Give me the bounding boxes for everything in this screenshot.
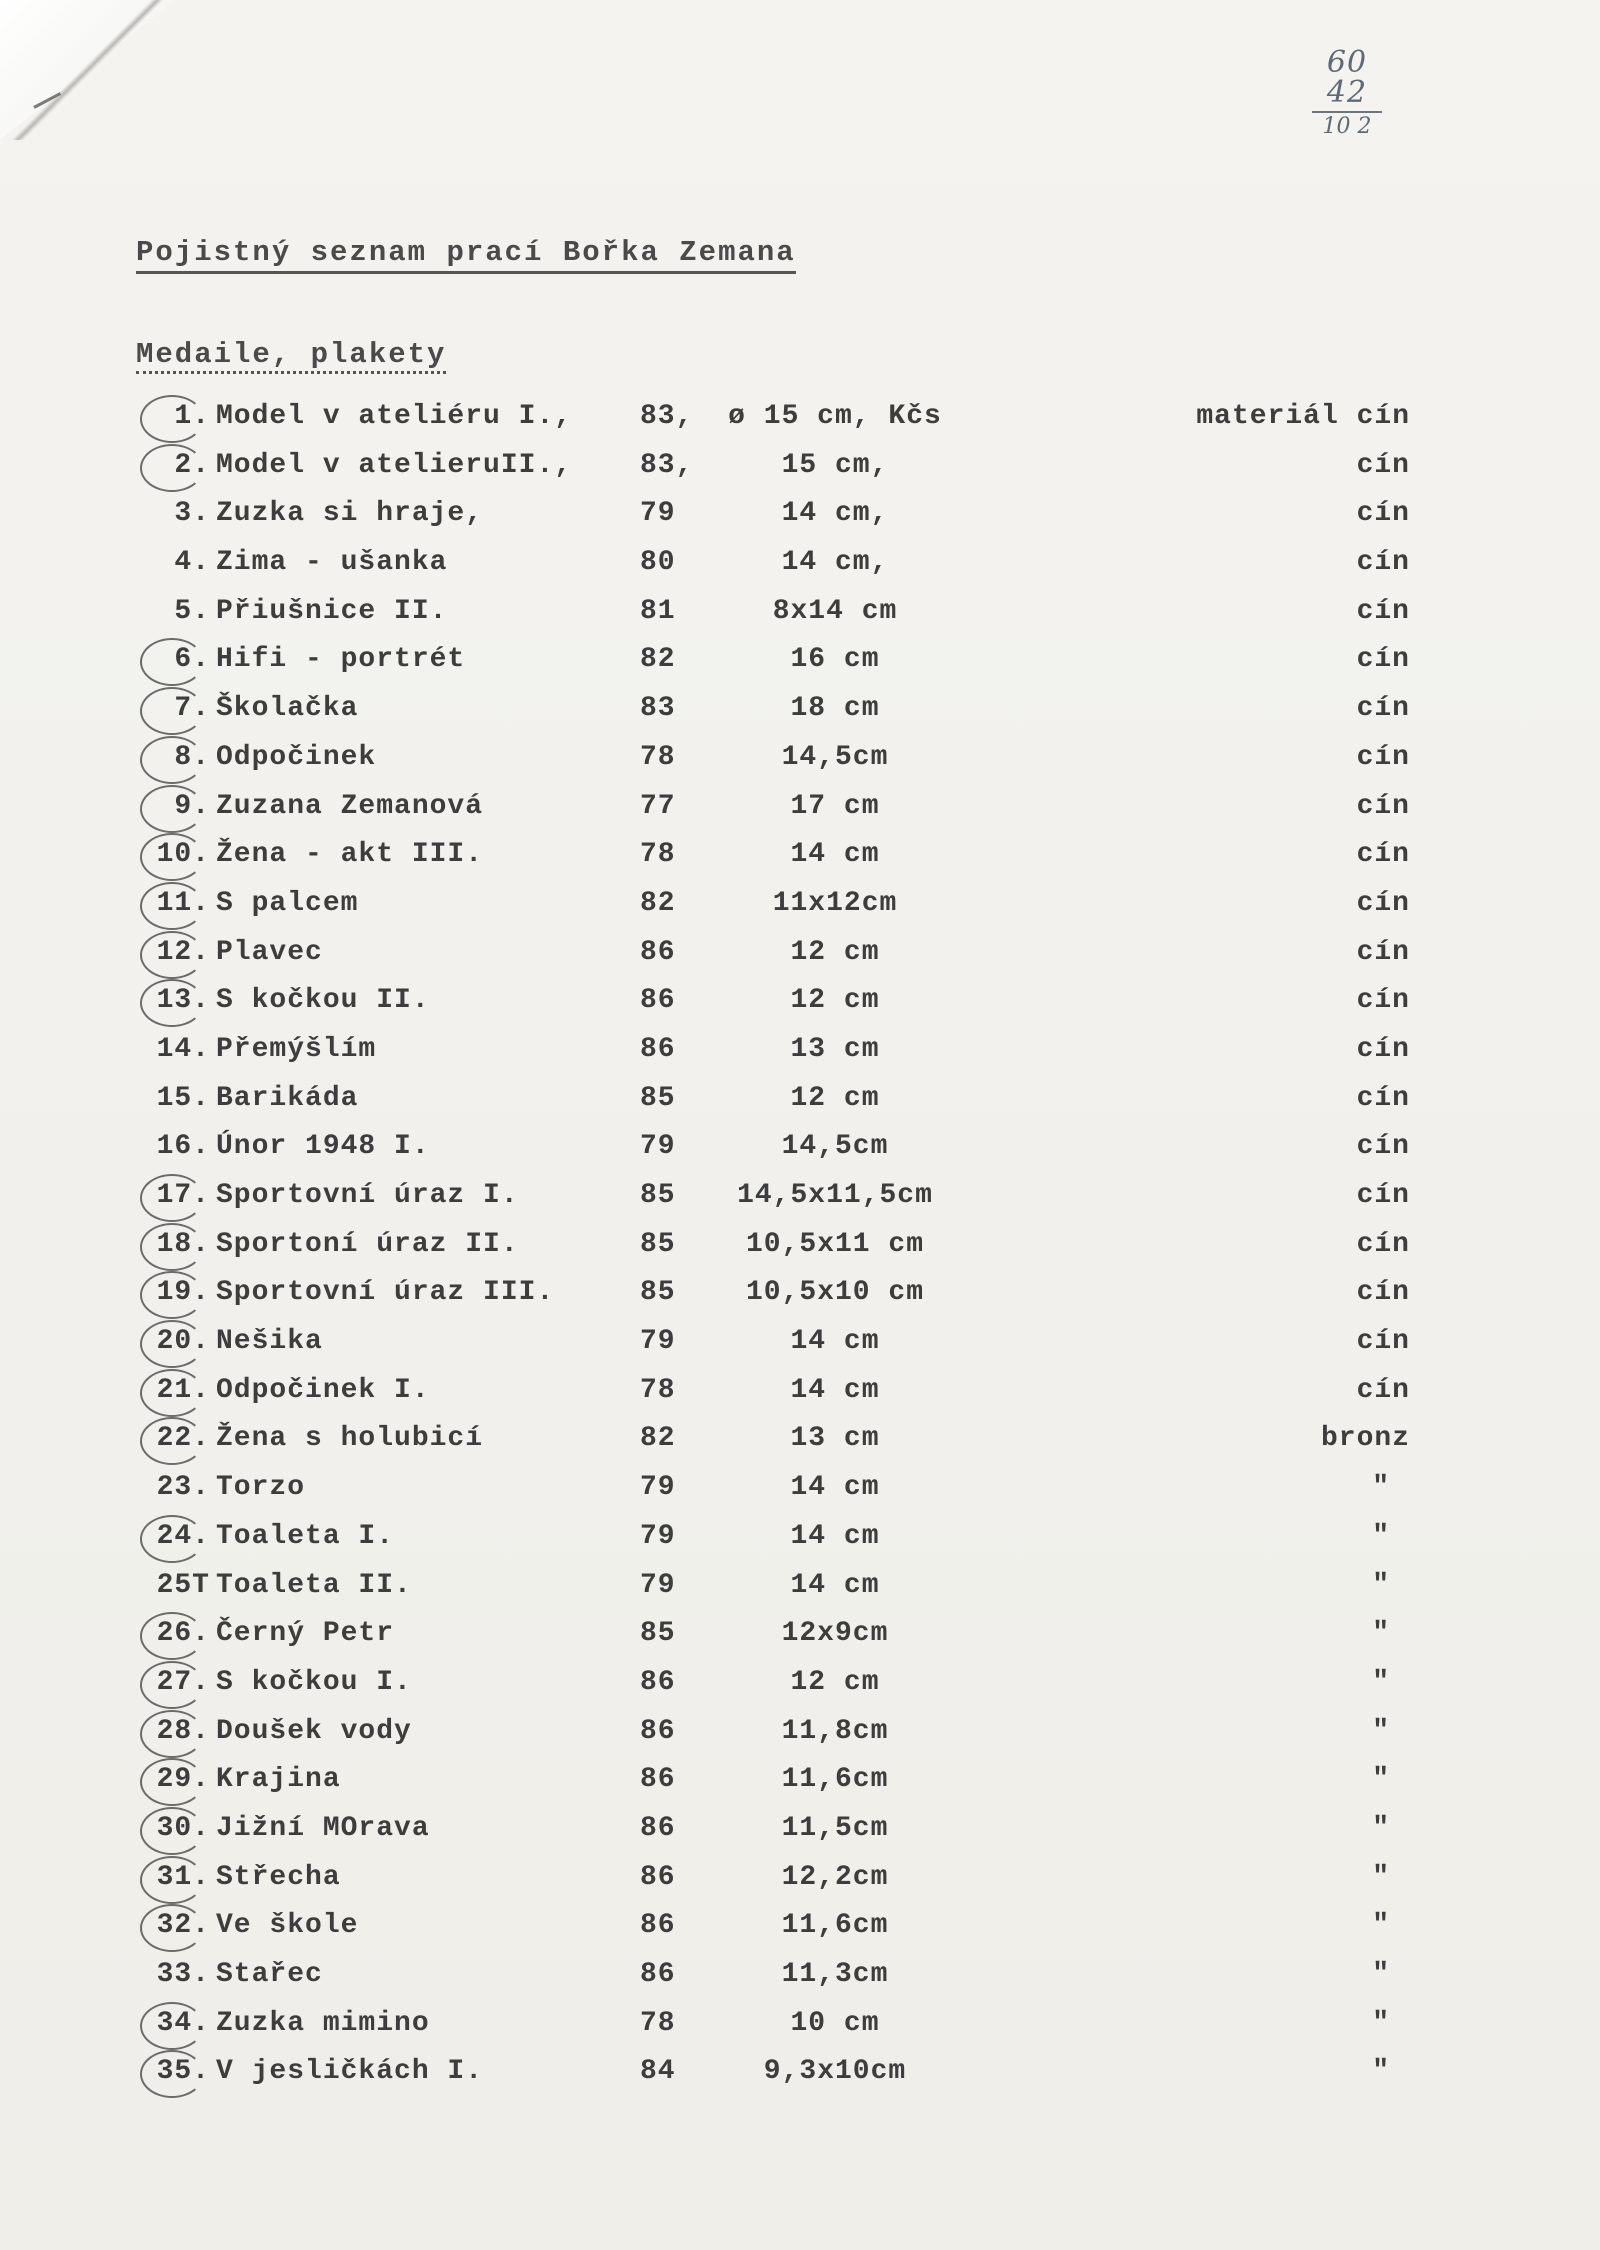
item-size: 14 cm xyxy=(790,1472,880,1504)
item-number: 4. xyxy=(174,547,210,579)
item-year: 81 xyxy=(640,595,676,627)
item-number: 17. xyxy=(130,1176,210,1216)
item-number: 19. xyxy=(130,1273,210,1313)
item-year: 78 xyxy=(640,839,676,871)
list-item xyxy=(0,1760,1600,1809)
list-item xyxy=(0,1127,1600,1176)
item-size: 14 cm, xyxy=(781,498,889,530)
item-number: 18. xyxy=(130,1225,210,1265)
annotation-divider xyxy=(1312,111,1382,113)
item-number: 1. xyxy=(130,397,210,437)
item-year: 78 xyxy=(640,741,676,773)
item-number: 10. xyxy=(130,835,210,875)
item-material: cín xyxy=(1356,1277,1410,1309)
works-list xyxy=(0,397,1600,2101)
list-item xyxy=(0,1517,1600,1566)
item-year: 79 xyxy=(640,1569,676,1601)
item-title: Ve škole xyxy=(216,1910,359,1942)
item-material: bronz xyxy=(1320,1423,1410,1455)
item-material: materiál cín xyxy=(1196,401,1410,432)
item-size: 15 cm, xyxy=(781,449,889,481)
list-item xyxy=(0,1371,1600,1420)
item-number: 16. xyxy=(156,1131,210,1163)
list-item xyxy=(0,884,1600,933)
item-year: 79 xyxy=(640,498,676,530)
item-year: 85 xyxy=(640,1618,676,1650)
item-title: S palcem xyxy=(216,887,359,919)
item-year: 77 xyxy=(640,790,676,822)
item-year: 85 xyxy=(640,1277,676,1309)
item-material: " xyxy=(1372,1569,1390,1601)
item-material: " xyxy=(1372,1520,1390,1552)
item-material: " xyxy=(1372,1666,1390,1698)
item-title: Stařec xyxy=(216,1959,323,1990)
item-title: Žena s holubicí xyxy=(216,1423,484,1455)
item-size: 8x14 cm xyxy=(772,595,898,627)
list-item xyxy=(0,640,1600,689)
item-title: Zuzka si hraje, xyxy=(216,498,484,530)
list-item xyxy=(0,689,1600,738)
item-year: 79 xyxy=(640,1472,676,1504)
item-size: 12 cm xyxy=(790,1666,880,1698)
item-material: " xyxy=(1372,1910,1390,1942)
item-title: S kočkou II. xyxy=(216,985,430,1017)
item-material: cín xyxy=(1356,1374,1410,1406)
list-item xyxy=(0,1176,1600,1225)
item-title: Torzo xyxy=(216,1472,306,1504)
item-year: 86 xyxy=(640,936,676,968)
item-number: 28. xyxy=(130,1712,210,1752)
list-item xyxy=(0,1225,1600,1274)
item-year: 83, xyxy=(640,401,694,432)
item-number: 25T xyxy=(156,1569,210,1601)
item-size: 14,5cm xyxy=(781,1131,889,1163)
item-year: 86 xyxy=(640,985,676,1017)
item-year: 82 xyxy=(640,1423,676,1455)
item-material: cín xyxy=(1356,1228,1410,1260)
item-size: 14 cm, xyxy=(781,547,889,579)
item-title: Zuzana Zemanová xyxy=(216,790,484,822)
item-size: 12 cm xyxy=(790,936,880,968)
item-size: 10,5x11 cm xyxy=(745,1228,925,1260)
item-number: 26. xyxy=(130,1614,210,1654)
item-number: 13. xyxy=(130,981,210,1021)
list-item xyxy=(0,494,1600,543)
list-item xyxy=(0,1809,1600,1858)
item-title: Sportovní úraz III. xyxy=(216,1277,555,1309)
item-size: 13 cm xyxy=(790,1033,880,1065)
item-size: 12 cm xyxy=(790,1082,880,1114)
item-title: Školačka xyxy=(216,693,359,725)
item-material: cín xyxy=(1356,839,1410,871)
item-title: Nešika xyxy=(216,1326,323,1358)
item-number: 12. xyxy=(130,933,210,973)
item-material: " xyxy=(1372,1959,1390,1990)
item-title: Toaleta II. xyxy=(216,1569,412,1601)
item-number: 31. xyxy=(130,1858,210,1898)
item-number: 32. xyxy=(130,1906,210,1946)
item-year: 86 xyxy=(640,1764,676,1796)
item-size: 11,5cm xyxy=(781,1812,889,1844)
list-item xyxy=(0,1468,1600,1517)
item-material: cín xyxy=(1356,693,1410,725)
list-item xyxy=(0,446,1600,495)
item-title: Únor 1948 I. xyxy=(216,1131,430,1163)
item-title: Barikáda xyxy=(216,1082,359,1114)
item-number: 24. xyxy=(130,1517,210,1557)
annotation-bottom: 10 2 xyxy=(1322,114,1372,139)
item-size: 14 cm xyxy=(790,1520,880,1552)
item-title: Krajina xyxy=(216,1764,341,1796)
item-material: cín xyxy=(1356,644,1410,676)
item-material: " xyxy=(1372,1618,1390,1650)
item-number: 34. xyxy=(130,2004,210,2044)
item-size: 14 cm xyxy=(790,1326,880,1358)
item-size: 14 cm xyxy=(790,839,880,871)
list-item xyxy=(0,981,1600,1030)
item-size: 14 cm xyxy=(790,1569,880,1601)
list-item xyxy=(0,592,1600,641)
item-title: Odpočinek xyxy=(216,741,377,773)
item-material: cín xyxy=(1356,887,1410,919)
list-item xyxy=(0,835,1600,884)
item-year: 78 xyxy=(640,2007,676,2039)
item-title: Odpočinek I. xyxy=(216,1374,430,1406)
item-year: 84 xyxy=(640,2056,676,2088)
item-year: 80 xyxy=(640,547,676,579)
item-number: 11. xyxy=(130,884,210,924)
list-item xyxy=(0,1955,1600,2004)
item-number: 14. xyxy=(156,1033,210,1065)
item-year: 82 xyxy=(640,887,676,919)
item-number: 27. xyxy=(130,1663,210,1703)
item-title: Doušek vody xyxy=(216,1715,412,1747)
item-title: Sportovní úraz I. xyxy=(216,1180,519,1211)
item-material: cín xyxy=(1356,1326,1410,1358)
item-material: cín xyxy=(1356,985,1410,1017)
item-title: Model v ateliéru I., xyxy=(216,401,573,432)
list-item xyxy=(0,933,1600,982)
item-size: 10,5x10 cm xyxy=(745,1277,925,1309)
item-number: 33. xyxy=(156,1959,210,1990)
item-title: Jižní MOrava xyxy=(216,1812,430,1844)
item-size: 13 cm xyxy=(790,1423,880,1455)
item-number: 7. xyxy=(130,689,210,729)
list-item xyxy=(0,1712,1600,1761)
item-number: 20. xyxy=(130,1322,210,1362)
item-material: cín xyxy=(1356,1131,1410,1163)
item-number: 29. xyxy=(130,1760,210,1800)
list-item xyxy=(0,2004,1600,2053)
list-item xyxy=(0,1663,1600,1712)
item-year: 78 xyxy=(640,1374,676,1406)
item-material: cín xyxy=(1356,1082,1410,1114)
item-title: Přemýšlím xyxy=(216,1033,377,1065)
list-item xyxy=(0,1273,1600,1322)
list-item xyxy=(0,2052,1600,2101)
item-year: 85 xyxy=(640,1228,676,1260)
list-item xyxy=(0,1906,1600,1955)
item-title: Žena - akt III. xyxy=(216,839,484,871)
item-title: Plavec xyxy=(216,936,323,968)
item-size: 18 cm xyxy=(790,693,880,725)
item-number: 3. xyxy=(174,498,210,530)
list-item xyxy=(0,397,1600,446)
list-item xyxy=(0,787,1600,836)
item-year: 83, xyxy=(640,449,694,481)
list-item xyxy=(0,543,1600,592)
item-number: 2. xyxy=(130,446,210,486)
document-title: Pojistný seznam prací Bořka Zemana xyxy=(136,236,796,274)
list-item xyxy=(0,1614,1600,1663)
item-number: 8. xyxy=(130,738,210,778)
item-year: 86 xyxy=(640,1666,676,1698)
item-size: 12,2cm xyxy=(781,1861,889,1893)
list-item xyxy=(0,1419,1600,1468)
item-size: 11x12cm xyxy=(772,887,898,919)
item-number: 23. xyxy=(156,1472,210,1504)
pencil-annotation xyxy=(1312,45,1382,139)
item-size: 10 cm xyxy=(790,2007,880,2039)
item-year: 86 xyxy=(640,1959,676,1990)
item-size: 16 cm xyxy=(790,644,880,676)
item-year: 86 xyxy=(640,1812,676,1844)
item-number: 15. xyxy=(156,1082,210,1114)
item-size: 12 cm xyxy=(790,985,880,1017)
item-title: S kočkou I. xyxy=(216,1666,412,1698)
item-title: Toaleta I. xyxy=(216,1520,395,1552)
item-material: " xyxy=(1372,2056,1390,2088)
item-size: ø 15 cm, Kčs xyxy=(728,401,942,432)
list-item xyxy=(0,738,1600,787)
list-item xyxy=(0,1566,1600,1615)
item-material: cín xyxy=(1356,498,1410,530)
item-material: " xyxy=(1372,1715,1390,1747)
item-title: Černý Petr xyxy=(216,1618,395,1650)
annotation-top: 60 42 xyxy=(1326,45,1368,110)
item-size: 17 cm xyxy=(790,790,880,822)
folded-corner-edge xyxy=(0,0,175,140)
item-title: Přiušnice II. xyxy=(216,595,448,627)
item-title: Zuzka mimino xyxy=(216,2007,430,2039)
item-material: " xyxy=(1372,2007,1390,2039)
item-size: 12x9cm xyxy=(781,1618,889,1650)
item-title: Střecha xyxy=(216,1861,341,1893)
item-number: 30. xyxy=(130,1809,210,1849)
item-material: cín xyxy=(1356,595,1410,627)
item-size: 9,3x10cm xyxy=(763,2056,907,2088)
item-material: cín xyxy=(1356,449,1410,481)
item-number: 35. xyxy=(130,2052,210,2092)
item-material: " xyxy=(1372,1472,1390,1504)
item-title: Hifi - portrét xyxy=(216,644,466,676)
item-year: 86 xyxy=(640,1715,676,1747)
item-size: 11,6cm xyxy=(781,1764,889,1796)
item-material: cín xyxy=(1356,741,1410,773)
item-year: 86 xyxy=(640,1910,676,1942)
item-year: 85 xyxy=(640,1082,676,1114)
item-material: cín xyxy=(1356,936,1410,968)
item-year: 79 xyxy=(640,1326,676,1358)
item-material: " xyxy=(1372,1812,1390,1844)
item-size: 14 cm xyxy=(790,1374,880,1406)
item-year: 86 xyxy=(640,1861,676,1893)
item-material: cín xyxy=(1356,1180,1410,1211)
item-title: Zima - ušanka xyxy=(216,547,448,579)
item-size: 14,5cm xyxy=(781,741,889,773)
section-heading: Medaile, plakety xyxy=(136,338,446,374)
item-material: " xyxy=(1372,1764,1390,1796)
item-title: Model v atelieruII., xyxy=(216,449,573,481)
item-number: 22. xyxy=(130,1419,210,1459)
item-year: 86 xyxy=(640,1033,676,1065)
item-material: cín xyxy=(1356,547,1410,579)
item-year: 79 xyxy=(640,1520,676,1552)
item-material: " xyxy=(1372,1861,1390,1893)
item-year: 82 xyxy=(640,644,676,676)
item-size: 11,8cm xyxy=(781,1715,889,1747)
item-size: 11,3cm xyxy=(781,1959,889,1990)
item-year: 83 xyxy=(640,693,676,725)
item-material: cín xyxy=(1356,790,1410,822)
list-item xyxy=(0,1858,1600,1907)
item-size: 11,6cm xyxy=(781,1910,889,1942)
item-year: 79 xyxy=(640,1131,676,1163)
item-title: V jesličkách I. xyxy=(216,2056,484,2088)
list-item xyxy=(0,1079,1600,1128)
item-number: 9. xyxy=(130,787,210,827)
item-number: 5. xyxy=(174,595,210,627)
list-item xyxy=(0,1030,1600,1079)
item-number: 6. xyxy=(130,640,210,680)
item-material: cín xyxy=(1356,1033,1410,1065)
item-number: 21. xyxy=(130,1371,210,1411)
item-title: Sportoní úraz II. xyxy=(216,1228,519,1260)
item-year: 85 xyxy=(640,1180,676,1211)
item-size: 14,5x11,5cm xyxy=(737,1180,933,1211)
list-item xyxy=(0,1322,1600,1371)
